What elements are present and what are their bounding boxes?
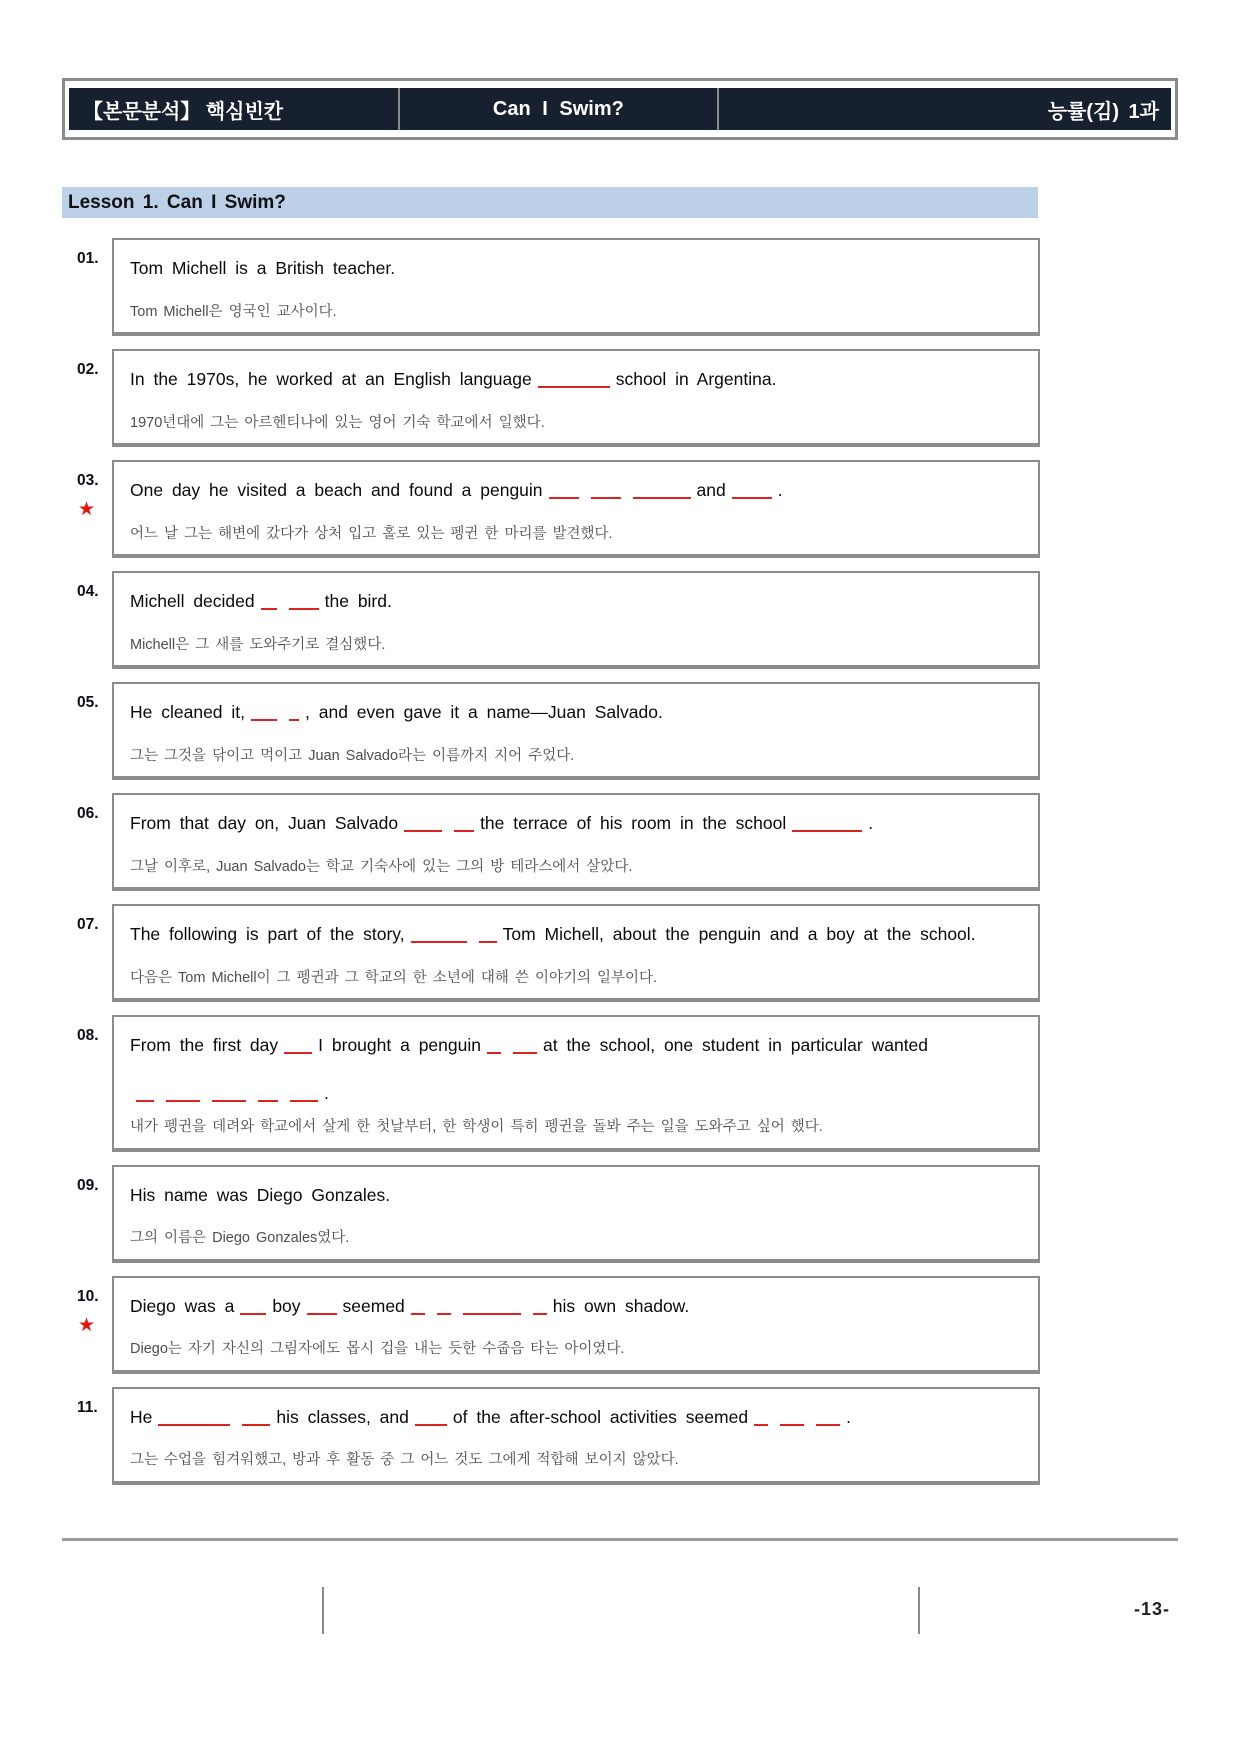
item-number: 01.	[77, 250, 99, 267]
worksheet-item	[62, 571, 1040, 669]
fill-in-blank	[591, 485, 621, 499]
footer-separator-left	[322, 1587, 324, 1634]
fill-in-blank	[454, 818, 474, 832]
item-sentence-english: From the first day I brought a penguin at the school, one student in particular wanted .	[130, 1035, 929, 1104]
item-number: 03.	[77, 472, 99, 489]
header-band	[69, 88, 1171, 130]
item-sentence-english: Diego was a boy seemed his own shadow.	[130, 1295, 690, 1316]
fill-in-blank	[463, 1301, 521, 1315]
item-sentence-english: Michell decided the bird.	[130, 591, 392, 611]
item-number: 08.	[77, 1027, 99, 1044]
worksheet-item	[62, 1015, 1040, 1152]
fill-in-blank	[289, 707, 299, 721]
fill-in-blank	[158, 1412, 230, 1426]
item-number: 06.	[77, 805, 99, 822]
item-number-column	[62, 238, 112, 336]
fill-in-blank	[533, 1301, 547, 1315]
fill-in-blank	[633, 485, 691, 499]
worksheet-item	[62, 793, 1040, 891]
worksheet-item	[62, 904, 1040, 1002]
item-translation-korean: 그의 이름은 Diego Gonzales였다.	[130, 1230, 350, 1247]
item-number-column	[62, 904, 112, 1002]
fill-in-blank	[240, 1301, 266, 1315]
item-number-column	[62, 793, 112, 891]
item-sentence-english: One day he visited a beach and found a penguin and .	[130, 480, 783, 500]
item-number: 11.	[77, 1398, 98, 1416]
header-section-title: 【본문분석】 핵심빈칸	[69, 88, 400, 130]
item-number-column	[62, 349, 112, 447]
fill-in-blank	[415, 1412, 447, 1426]
worksheet-item	[62, 349, 1040, 447]
item-translation-korean: Tom Michell은 영국인 교사이다.	[130, 303, 337, 320]
item-sentence-english: He cleaned it, , and even gave it a name—Juan Salvado.	[130, 702, 663, 722]
header-textbook-label: 능률(김) 1과	[1047, 100, 1159, 123]
fill-in-blank	[732, 485, 772, 499]
fill-in-blank	[792, 818, 862, 832]
item-sentence-english: In the 1970s, he worked at an English language school in Argentina.	[130, 369, 777, 389]
item-sentence-english: Tom Michell is a British teacher.	[130, 258, 396, 278]
fill-in-blank	[780, 1412, 804, 1426]
item-box	[112, 238, 1040, 336]
footer	[62, 1541, 1178, 1636]
fill-in-blank	[487, 1040, 501, 1054]
fill-in-blank	[816, 1412, 840, 1426]
fill-in-blank	[284, 1040, 312, 1054]
item-number-column	[62, 460, 112, 558]
item-box	[112, 1165, 1040, 1263]
item-number-column	[62, 682, 112, 780]
item-number: 07.	[77, 916, 99, 933]
item-sentence-english: From that day on, Juan Salvado the terrace of his room in the school .	[130, 813, 874, 833]
item-translation-korean: 그는 수업을 힘겨워했고, 방과 후 활동 중 그 어느 것도 그에게 적합해 보이지 않았다.	[130, 1452, 679, 1469]
item-translation-korean: Michell은 그 새를 도와주기로 결심했다.	[130, 636, 386, 653]
fill-in-blank	[404, 818, 442, 832]
item-sentence-english: His name was Diego Gonzales.	[130, 1184, 391, 1205]
fill-in-blank	[242, 1412, 270, 1426]
item-translation-korean: 내가 펭귄을 데려와 학교에서 살게 한 첫날부터, 한 학생이 특히 펭귄을 돌봐 주는 일을 도와주고 싶어 했다.	[130, 1119, 823, 1136]
fill-in-blank	[538, 374, 610, 388]
footer-separator-right	[918, 1587, 920, 1634]
item-box	[112, 571, 1040, 669]
items-list	[62, 238, 1178, 1485]
fill-in-blank	[437, 1301, 451, 1315]
item-sentence-english: The following is part of the story, Tom Michell, about the penguin and a boy at the school.	[130, 924, 976, 944]
item-box	[112, 349, 1040, 447]
item-box	[112, 793, 1040, 891]
worksheet-item	[62, 1165, 1040, 1263]
item-box	[112, 1276, 1040, 1374]
worksheet-item	[62, 238, 1040, 336]
fill-in-blank	[290, 1088, 318, 1102]
item-number-column	[62, 1276, 112, 1374]
worksheet-item	[62, 460, 1040, 558]
header-lesson-name: Can I Swim?	[400, 88, 720, 130]
item-box	[112, 904, 1040, 1002]
fill-in-blank	[166, 1088, 200, 1102]
item-number-column	[62, 1165, 112, 1263]
fill-in-blank	[261, 596, 277, 610]
item-translation-korean: 1970년대에 그는 아르헨티나에 있는 영어 기숙 학교에서 일했다.	[130, 414, 545, 431]
item-number: 05.	[77, 694, 99, 711]
worksheet-item	[62, 1276, 1040, 1374]
fill-in-blank	[479, 929, 497, 943]
fill-in-blank	[251, 707, 277, 721]
lesson-title-bar: Lesson 1. Can I Swim?	[62, 187, 1038, 218]
item-translation-korean: Diego는 자기 자신의 그림자에도 몹시 겁을 내는 듯한 수줍음 타는 아이였다.	[130, 1341, 625, 1358]
item-number: 10.	[77, 1287, 99, 1305]
worksheet-item	[62, 1387, 1040, 1485]
item-translation-korean: 그는 그것을 닦이고 먹이고 Juan Salvado라는 이름까지 지어 주었다.	[130, 747, 575, 764]
item-box	[112, 1015, 1040, 1152]
fill-in-blank	[549, 485, 579, 499]
item-number: 02.	[77, 361, 99, 378]
item-translation-korean: 어느 날 그는 해변에 갔다가 상처 입고 홀로 있는 펭귄 한 마리를 발견했다.	[130, 525, 613, 542]
item-sentence-english: He his classes, and of the after-school activities seemed .	[130, 1406, 851, 1427]
page-number: -13-	[1133, 1598, 1170, 1619]
item-box	[112, 460, 1040, 558]
item-number-column	[62, 571, 112, 669]
item-number: 04.	[77, 583, 99, 600]
fill-in-blank	[754, 1412, 768, 1426]
item-number: 09.	[77, 1176, 99, 1194]
item-translation-korean: 다음은 Tom Michell이 그 펭귄과 그 학교의 한 소년에 대해 쓴 이야기의 일부이다.	[130, 969, 658, 986]
fill-in-blank	[411, 1301, 425, 1315]
fill-in-blank	[212, 1088, 246, 1102]
fill-in-blank	[258, 1088, 278, 1102]
worksheet-item	[62, 682, 1040, 780]
fill-in-blank	[411, 929, 467, 943]
star-icon: ★	[78, 1314, 96, 1336]
item-number-column	[62, 1015, 112, 1152]
item-translation-korean: 그날 이후로, Juan Salvado는 학교 기숙사에 있는 그의 방 테라스에서 살았다.	[130, 858, 633, 875]
fill-in-blank	[136, 1088, 154, 1102]
item-box	[112, 1387, 1040, 1485]
fill-in-blank	[513, 1040, 537, 1054]
item-box	[112, 682, 1040, 780]
fill-in-blank	[289, 596, 319, 610]
item-number-column	[62, 1387, 112, 1485]
header-box	[62, 78, 1178, 140]
star-icon: ★	[78, 499, 96, 520]
fill-in-blank	[307, 1301, 337, 1315]
